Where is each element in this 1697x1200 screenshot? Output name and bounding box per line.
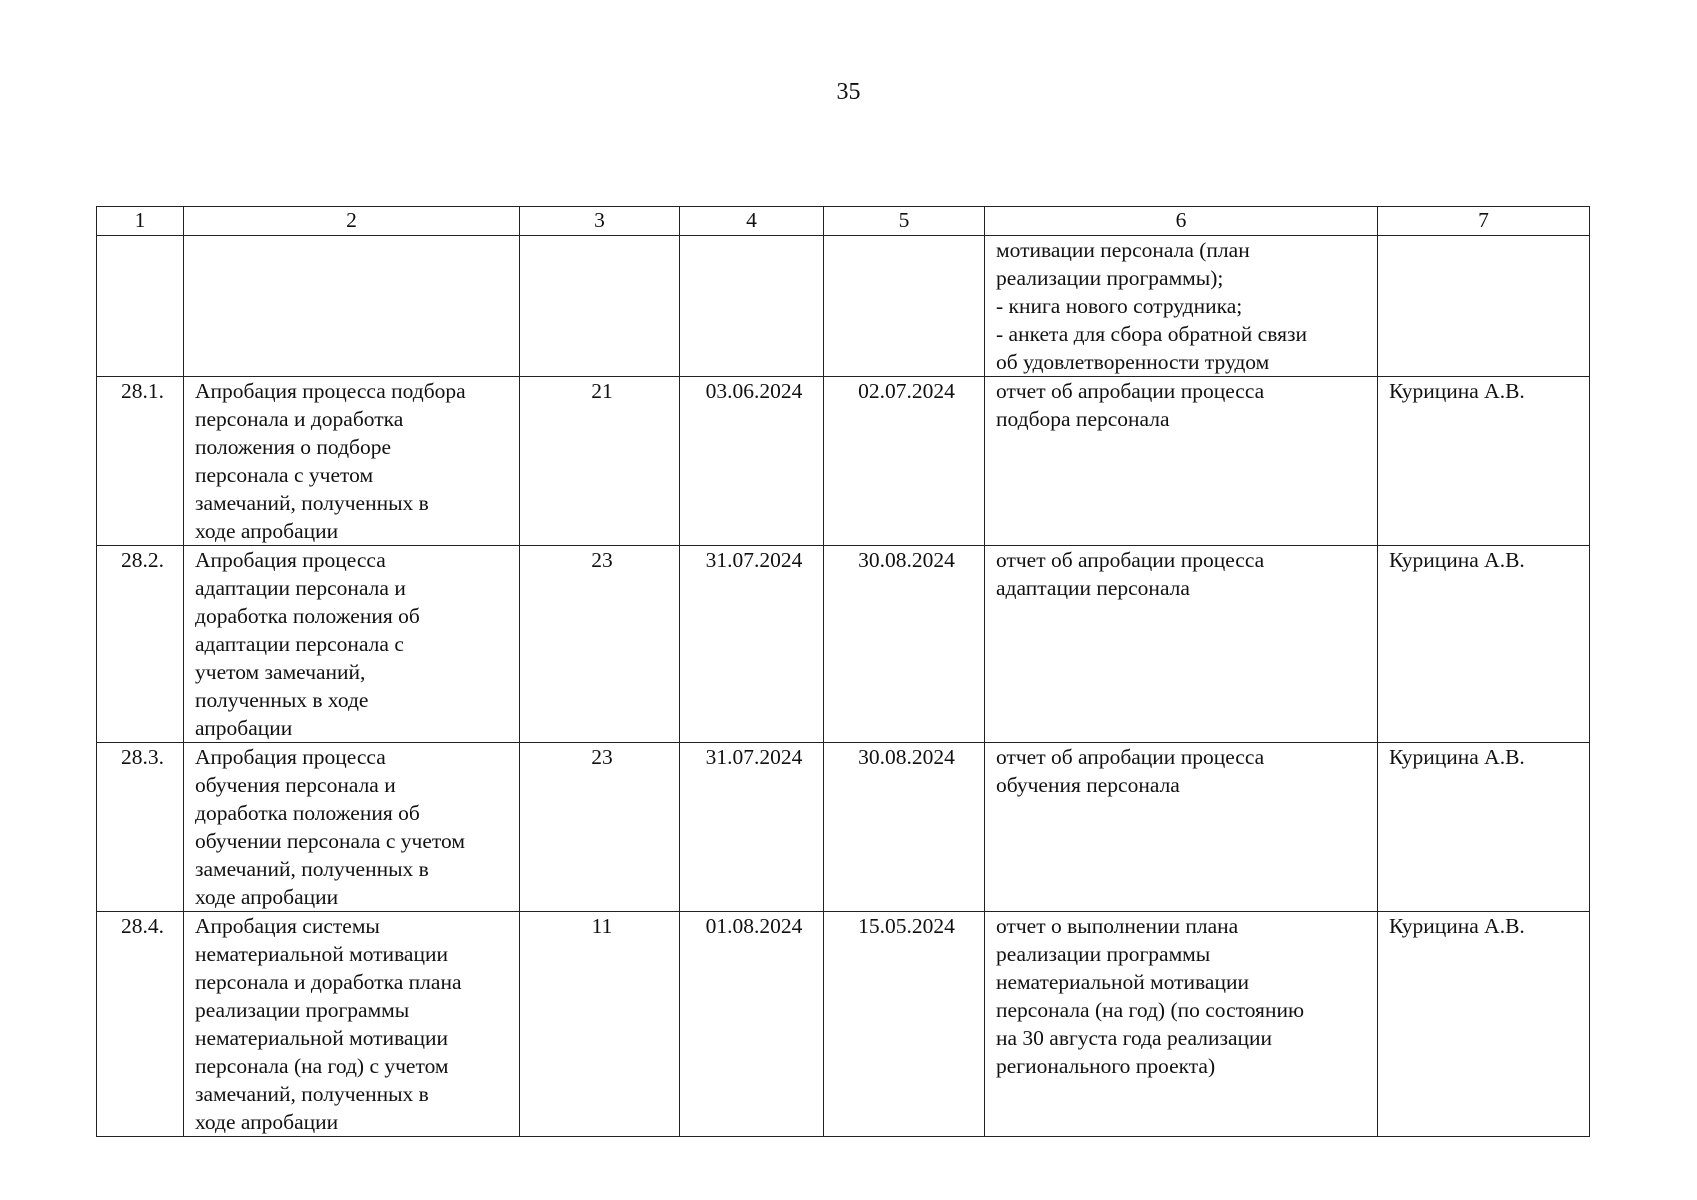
table-row xyxy=(97,546,1590,743)
action-cell: Апробация системы нематериальной мотивации персонала и доработка плана реализации программы нематериальной мотивации персонала (на год) с учетом замечаний, полученных в ходе апробации xyxy=(184,912,520,1137)
end-date-cell xyxy=(824,236,985,377)
result-cell: отчет об апробации процесса подбора персонала xyxy=(985,377,1378,546)
action-cell: Апробация процесса подбора персонала и доработка положения о подборе персонала с учетом замечаний, полученных в ходе апробации xyxy=(184,377,520,546)
result-cell: отчет о выполнении плана реализации программы нематериальной мотивации персонала (на год) (по состоянию на 30 августа года реализации регионального проекта) xyxy=(985,912,1378,1137)
column-header-3: 3 xyxy=(520,207,680,236)
result-cell: отчет об апробации процесса адаптации персонала xyxy=(985,546,1378,743)
row-number: 28.3. xyxy=(97,743,184,912)
responsible-cell: Курицина А.В. xyxy=(1378,912,1590,1137)
result-cell: отчет об апробации процесса обучения персонала xyxy=(985,743,1378,912)
column-header-5: 5 xyxy=(824,207,985,236)
action-cell: Апробация процесса адаптации персонала и доработка положения об адаптации персонала с учетом замечаний, полученных в ходе апробации xyxy=(184,546,520,743)
start-date-cell: 01.08.2024 xyxy=(680,912,824,1137)
row-number: 28.1. xyxy=(97,377,184,546)
start-date-cell: 31.07.2024 xyxy=(680,546,824,743)
responsible-cell: Курицина А.В. xyxy=(1378,377,1590,546)
row-number: 28.4. xyxy=(97,912,184,1137)
responsible-cell: Курицина А.В. xyxy=(1378,546,1590,743)
col3-cell: 23 xyxy=(520,743,680,912)
end-date-cell: 15.05.2024 xyxy=(824,912,985,1137)
column-header-1: 1 xyxy=(97,207,184,236)
table-header-row xyxy=(97,207,1590,236)
action-cell: Апробация процесса обучения персонала и доработка положения об обучении персонала с учетом замечаний, полученных в ходе апробации xyxy=(184,743,520,912)
table-row xyxy=(97,377,1590,546)
responsible-cell: Курицина А.В. xyxy=(1378,743,1590,912)
column-header-4: 4 xyxy=(680,207,824,236)
plan-table xyxy=(96,206,1590,1137)
col3-cell: 11 xyxy=(520,912,680,1137)
row-number xyxy=(97,236,184,377)
col3-cell xyxy=(520,236,680,377)
start-date-cell xyxy=(680,236,824,377)
column-header-7: 7 xyxy=(1378,207,1590,236)
end-date-cell: 30.08.2024 xyxy=(824,546,985,743)
responsible-cell xyxy=(1378,236,1590,377)
column-header-2: 2 xyxy=(184,207,520,236)
col3-cell: 21 xyxy=(520,377,680,546)
column-header-6: 6 xyxy=(985,207,1378,236)
page-number: 35 xyxy=(836,79,861,105)
action-cell xyxy=(184,236,520,377)
table-row xyxy=(97,912,1590,1137)
table-row xyxy=(97,743,1590,912)
start-date-cell: 31.07.2024 xyxy=(680,743,824,912)
table-row-continuation xyxy=(97,236,1590,377)
start-date-cell: 03.06.2024 xyxy=(680,377,824,546)
end-date-cell: 02.07.2024 xyxy=(824,377,985,546)
row-number: 28.2. xyxy=(97,546,184,743)
col3-cell: 23 xyxy=(520,546,680,743)
result-cell: мотивации персонала (план реализации программы); - книга нового сотрудника; - анкета для сбора обратной связи об удовлетворенности трудом xyxy=(985,236,1378,377)
end-date-cell: 30.08.2024 xyxy=(824,743,985,912)
